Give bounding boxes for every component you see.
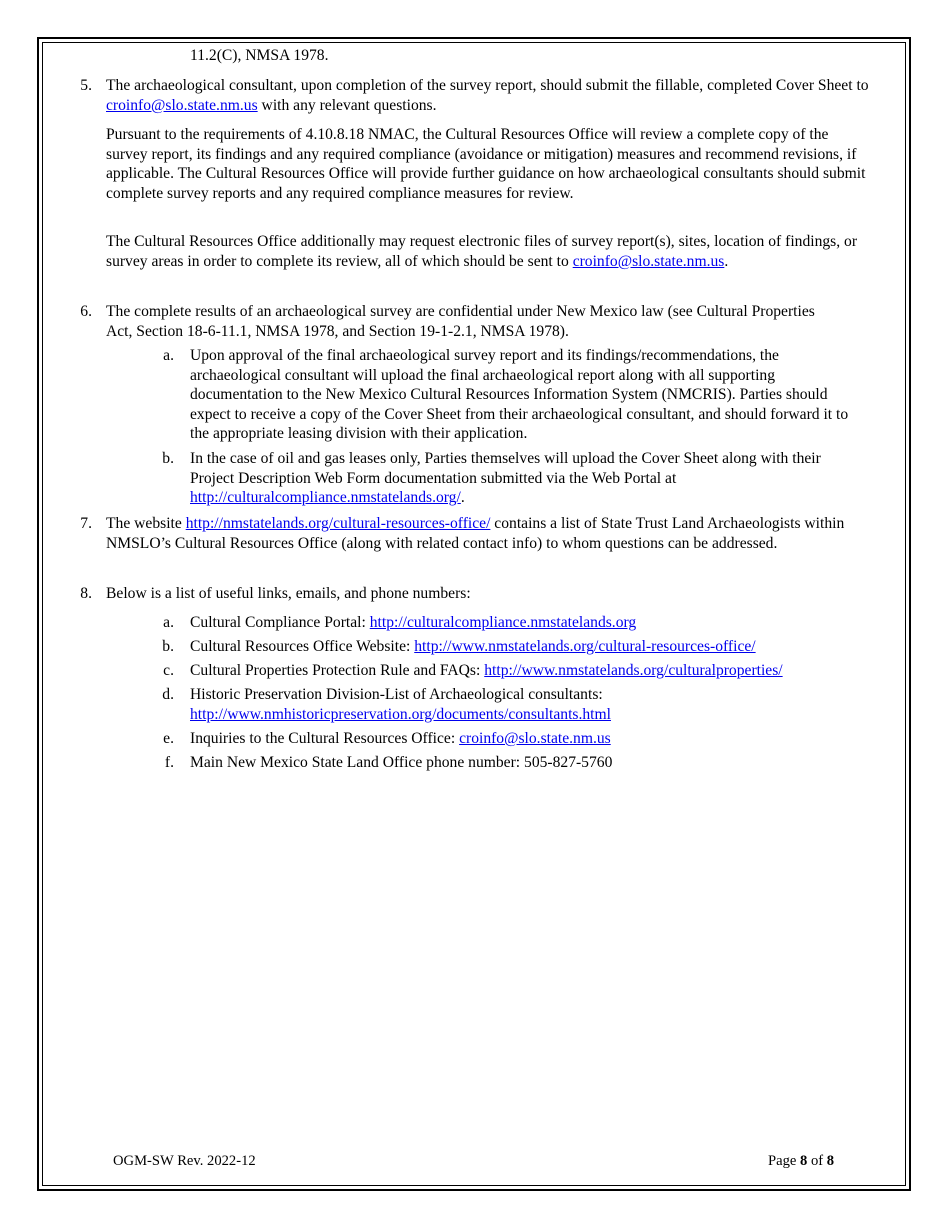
item-8b-label: b.	[162, 638, 174, 655]
item-8f-label: f.	[164, 754, 174, 771]
footer-page-number	[768, 1152, 834, 1172]
item-6-text: The complete results of an archaeological survey are confidential under New Mexico law (see Cultural Properties Act, Section 18-6-11.1, NMSA 1978, and Section 19-1-2.1, NMSA 1978).	[106, 303, 815, 340]
item-6-number: 6.	[80, 303, 92, 320]
item-8d-label: d.	[162, 686, 174, 703]
item-8b-desc: Cultural Resources Office Website:	[190, 638, 415, 655]
item-5-p3-text: The Cultural Resources Office additionally may request electronic files of survey report(s), sites, location of findings, or survey areas in order to complete its review, all of which should be sent to	[106, 233, 858, 270]
item-5-text: The archaeological consultant, upon completion of the survey report, should submit the fillable, completed Cover Sheet to	[106, 77, 869, 94]
item-5-paragraph-3	[106, 232, 871, 271]
item-6a-label: a.	[163, 347, 174, 364]
item-7-pre: The website	[106, 515, 186, 532]
item-5-p3-tail: .	[724, 252, 729, 270]
item-6b-label: b.	[162, 450, 174, 467]
item-8d-link-line	[190, 705, 611, 725]
item-8-text: Below is a list of useful links, emails, and phone numbers:	[106, 585, 471, 602]
item-8c-text	[190, 661, 783, 681]
item-8e-desc: Inquiries to the Cultural Resources Office:	[190, 730, 460, 747]
item-8a-text	[190, 613, 636, 633]
footer-page-word: Page	[768, 1153, 801, 1169]
item-5-number: 5.	[80, 77, 92, 94]
cultural-resources-office-link[interactable]: http://nmstatelands.org/cultural-resources-office/	[185, 515, 491, 532]
croinfo-email-link-3[interactable]: croinfo@slo.state.nm.us	[459, 730, 611, 747]
item-8c-label: c.	[163, 662, 174, 679]
croinfo-email-link-2[interactable]: croinfo@slo.state.nm.us	[572, 252, 725, 270]
footer-page-current: 8	[800, 1153, 808, 1169]
footer-of-word: of	[807, 1153, 827, 1169]
item-8b-text	[190, 637, 756, 657]
footer-form-id: OGM-SW Rev. 2022-12	[113, 1153, 256, 1169]
item-5-paragraph-1	[106, 76, 871, 115]
footer-page-total: 8	[826, 1153, 835, 1169]
item-6b-body: In the case of oil and gas leases only, Parties themselves will upload the Cover Sheet along with their Project Description Web Form documentation submitted via the Web Portal at	[190, 450, 821, 487]
item-8c-desc: Cultural Properties Protection Rule and FAQs:	[190, 662, 485, 679]
item-7-number: 7.	[80, 515, 92, 532]
item-7-text	[106, 514, 876, 553]
item-8e-text	[190, 729, 611, 749]
croinfo-email-link[interactable]: croinfo@slo.state.nm.us	[106, 96, 258, 114]
item-8-number: 8.	[80, 585, 92, 602]
item-5-paragraph-2: Pursuant to the requirements of 4.10.8.18 NMAC, the Cultural Resources Office will review a complete copy of the survey report, its findings and any required compliance (avoidance or mitigation) measures and recommend revisions, if applicable. The Cultural Resources Office will provide further guidance on how archaeological consultants should submit complete survey reports and any required compliance measures for review.	[106, 126, 866, 202]
item-8f-text: Main New Mexico State Land Office phone number: 505-827-5760	[190, 754, 613, 771]
item-7-post: contains a list of State Trust Land Archaeologists within NMSLO’s Cultural Resources Office (along with related contact info) to whom questions can be addressed.	[106, 515, 845, 552]
item-8d-desc: Historic Preservation Division-List of Archaeological consultants:	[190, 686, 603, 703]
item-6a-text: Upon approval of the final archaeological survey report and its findings/recommendations, the archaeological consultant will upload the final archaeological report along with all supporting documentation to the New Mexico Cultural Resources Information System (NMCRIS). Parties should expect to receive a copy of the Cover Sheet from their archaeological consultant, and should forward it to the appropriate leasing division with their application.	[190, 347, 849, 443]
item-8a-desc: Cultural Compliance Portal:	[190, 614, 370, 631]
hpd-consultants-link[interactable]: http://www.nmhistoricpreservation.org/documents/consultants.html	[190, 706, 611, 723]
item-8a-label: a.	[163, 614, 174, 631]
continuation-text: 11.2(C), NMSA 1978.	[190, 47, 329, 64]
item-5-tail: with any relevant questions.	[257, 96, 437, 114]
cro-website-link[interactable]: http://www.nmstatelands.org/cultural-resources-office/	[414, 638, 756, 655]
cultural-compliance-portal-link[interactable]: http://culturalcompliance.nmstatelands.org/	[190, 489, 461, 507]
item-6b-text	[190, 449, 862, 508]
cultural-properties-link[interactable]: http://www.nmstatelands.org/culturalproperties/	[484, 662, 783, 679]
cultural-compliance-link[interactable]: http://culturalcompliance.nmstatelands.org	[369, 614, 637, 631]
item-8e-label: e.	[163, 730, 174, 747]
item-6b-tail: .	[460, 489, 465, 507]
